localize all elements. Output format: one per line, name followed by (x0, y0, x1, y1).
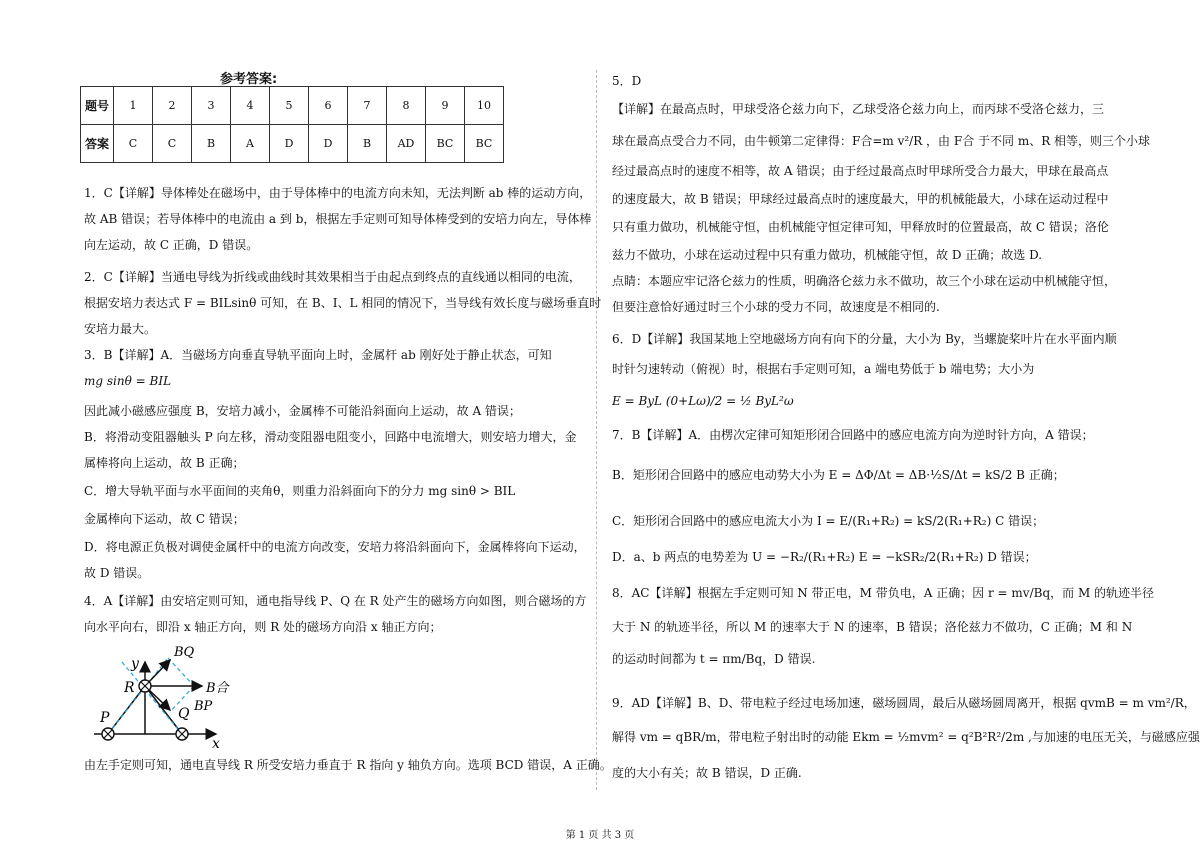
q3-line: C．增大导轨平面与水平面间的夹角θ，则重力沿斜面向下的分力 mg sinθ > BIL (84, 484, 516, 498)
answer-key-table (80, 86, 504, 163)
q6-formula: E = ByL (0+Lω)/2 = ½ ByL²ω (612, 394, 794, 408)
q1-line: 1．C【详解】导体棒处在磁场中，由于导体棒中的电流方向未知，无法判断 ab 棒的运动方向， (84, 186, 592, 200)
qnum: 2 (153, 87, 192, 125)
label-Q: Q (178, 706, 190, 722)
wire-P-symbol (102, 728, 114, 740)
q8-line: 8．AC【详解】根据左手定则可知 N 带正电，M 带负电，A 正确；因 r = mv/Bq，而 M 的轨迹半径 (612, 586, 1155, 600)
q1-line: 故 AB 错误；若导体棒中的电流由 a 到 b，根据左手定则可知导体棒受到的安培力向左，导体棒 (84, 212, 592, 226)
answer: BC (465, 125, 504, 163)
magnetic-field-diagram (84, 638, 244, 750)
row-label-answer: 答案 (81, 125, 114, 163)
answer: D (309, 125, 348, 163)
answer: B (192, 125, 231, 163)
answer: C (153, 125, 192, 163)
q5-line: 【详解】在最高点时，甲球受洛仑兹力向下，乙球受洛仑兹力向上，而丙球不受洛仑兹力，三 (612, 102, 1105, 116)
q4-line: 向水平向右，即沿 x 轴正方向，则 R 处的磁场方向沿 x 轴正方向； (84, 620, 442, 634)
label-P: P (100, 710, 110, 726)
row-label-number: 题号 (81, 87, 114, 125)
q5-line: 经过最高点时的速度不相等，故 A 错误；由于经过最高点时甲球所受合力最大，甲球在最高点 (612, 164, 1109, 178)
q8-line: 的运动时间都为 t = πm/Bq，D 错误. (612, 652, 816, 666)
answer: AD (387, 125, 426, 163)
answer-row (81, 125, 504, 163)
qnum: 5 (270, 87, 309, 125)
answer: A (231, 125, 270, 163)
y-axis-label: y (131, 656, 139, 672)
q8-line: 大于 N 的轨迹半径，所以 M 的速率大于 N 的速率，B 错误；洛伦兹力不做功，C 正确；M 和 N (612, 620, 1133, 634)
q5-line: 兹力不做功，小球在运动过程中只有重力做功，机械能守恒，故 D 正确；故选 D. (612, 248, 1043, 262)
q7-line: B．矩形闭合回路中的感应电动势大小为 E = ΔΦ/Δt = ΔB·½S/Δt = kS/2 B 正确； (612, 468, 1065, 482)
q9-line: 9．AD【详解】B、D、带电粒子经过电场加速，磁场圆周，最后从磁场圆周离开，根据 qvmB = m vm²/R， (612, 696, 1196, 710)
answer: B (348, 125, 387, 163)
label-R: R (124, 680, 135, 696)
label-Bsum: B合 (206, 681, 229, 696)
q3-line: 3．B【详解】A．当磁场方向垂直导轨平面向上时，金属杆 ab 刚好处于静止状态，可知 (84, 348, 552, 362)
q7-line: 7．B【详解】A．由楞次定律可知矩形闭合回路中的感应电流方向为逆时针方向，A 错误； (612, 428, 1094, 442)
qnum: 4 (231, 87, 270, 125)
q7-line: D．a、b 两点的电势差为 U = −R₂/(R₁+R₂) E = −kSR₂/2(R₁+R₂) D 错误； (612, 550, 1037, 564)
q9-line: 度的大小有关；故 B 错误，D 正确. (612, 766, 802, 780)
x-axis-label: x (212, 736, 220, 750)
q3-line: 因此减小磁感应强度 B，安培力减小，金属棒不可能沿斜面向上运动，故 A 错误； (84, 404, 521, 418)
q6-line: 时针匀速转动（俯视）时，根据右手定则可知，a 端电势低于 b 端电势；大小为 (612, 362, 1035, 376)
qnum: 1 (114, 87, 153, 125)
q5-note: 但要注意恰好通过时三个小球的受力不同，故速度是不相同的. (612, 300, 940, 314)
question-number-row (81, 87, 504, 125)
label-BQ: BQ (174, 645, 195, 660)
answer: D (270, 125, 309, 163)
q3-line: 属棒将向上运动，故 B 正确； (84, 456, 245, 470)
answer-key-title: 参考答案: (220, 72, 278, 87)
q4-conclusion: 由左手定则可知，通电直导线 R 所受安培力垂直于 R 指向 y 轴负方向。选项 BCD 错误，A 正确。 (84, 758, 612, 772)
q5-line: 球在最高点受合力不同，由牛顿第二定律得：F合=m v²/R ，由 F合 于不同 m、R 相等，则三个小球 (612, 134, 1151, 148)
q2-line: 2．C【详解】当通电导线为折线或曲线时其效果相当于由起点到终点的直线通以相同的电流， (84, 270, 581, 284)
q3-line: D．将电源正负极对调使金属杆中的电流方向改变，安培力将沿斜面向下，金属棒将向下运动， (84, 540, 586, 554)
q2-line: 安培力最大。 (84, 322, 157, 336)
qnum: 7 (348, 87, 387, 125)
q2-line: 根据安培力表达式 F = BILsinθ 可知，在 B、I、L 相同的情况下，当导线有效长度与磁场垂直时 (84, 296, 602, 310)
q3-line: B．将滑动变阻器触头 P 向左移，滑动变阻器电阻变小，回路中电流增大，则安培力增大，金 (84, 430, 577, 444)
q1-line: 向左运动，故 C 正确，D 错误。 (84, 238, 259, 252)
q4-line: 4．A【详解】由安培定则可知，通电指导线 P、Q 在 R 处产生的磁场方向如图，则合磁场的方 (84, 594, 587, 608)
q7-line: C．矩形闭合回路中的感应电流大小为 I = E/(R₁+R₂) = kS/2(R₁+R₂) C 错误； (612, 514, 1045, 528)
answer: BC (426, 125, 465, 163)
q3-line: 金属棒向下运动，故 C 错误； (84, 512, 245, 526)
wire-Q-symbol (176, 728, 188, 740)
wire-R-symbol (139, 680, 151, 692)
qnum: 6 (309, 87, 348, 125)
q5-line: 只有重力做功，机械能守恒，由机械能守恒定律可知，甲释放时的位置最高，故 C 错误；洛伦 (612, 220, 1109, 234)
qnum: 3 (192, 87, 231, 125)
page-footer: 第 1 页 共 3 页 (565, 830, 635, 841)
q5-note: 点睛：本题应牢记洛仑兹力的性质，明确洛仑兹力永不做功，故三个小球在运动中机械能守恒， (612, 274, 1117, 288)
qnum: 8 (387, 87, 426, 125)
qnum: 9 (426, 87, 465, 125)
answer: C (114, 125, 153, 163)
q5-line: 的速度最大，故 B 错误；甲球经过最高点时的速度最大，甲的机械能最大，小球在运动过程中 (612, 192, 1109, 206)
qnum: 10 (465, 87, 504, 125)
q9-line: 解得 vm = qBR/m，带电粒子射出时的动能 Ekm = ½mvm² = q²B²R²/2m ,与加速的电压无关，与磁感应强 (612, 730, 1200, 744)
q6-line: 6．D【详解】我国某地上空地磁场方向有向下的分量，大小为 By，当螺旋桨叶片在水平面内顺 (612, 332, 1117, 346)
column-divider (596, 70, 597, 790)
label-BP: BP (194, 699, 213, 714)
q3-line: 故 D 错误。 (84, 566, 150, 580)
q3-formula: mg sinθ = BIL (84, 374, 172, 388)
q5-line: 5．D (612, 74, 642, 88)
